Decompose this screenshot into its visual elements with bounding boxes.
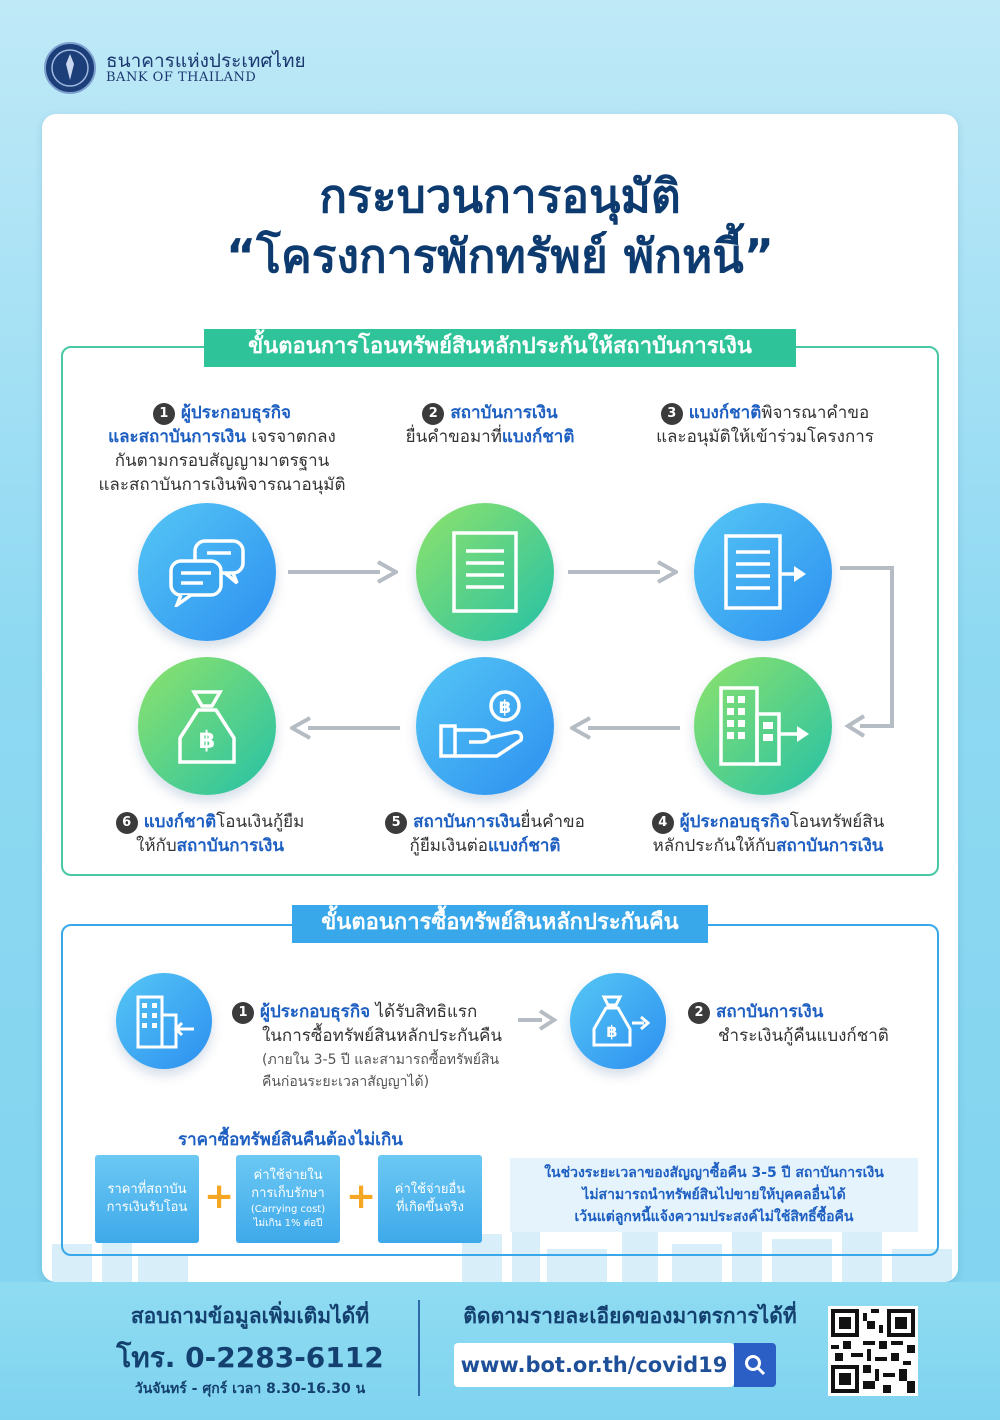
step-number: 1 [153,403,175,425]
org-name-th: ธนาคารแห่งประเทศไทย [106,50,306,72]
flow-arrow-right [288,560,398,584]
flow-arrow-right [518,1008,558,1032]
follow-heading: ติดตามรายละเอียดของมาตรการได้ที่ [463,1304,797,1328]
bot-logo [44,42,96,94]
qr-code-icon[interactable] [828,1306,918,1396]
step-1-text: 1 ผู้ประกอบธุรกิจ และสถาบันการเงิน เจรจาตกลง กันตามกรอบสัญญามาตรฐาน และสถาบันการเงินพิจารณาอนุมัติ [98,403,346,495]
price-box-other: ค่าใช้จ่ายอื่น ที่เกิดขึ้นจริง [378,1155,482,1243]
org-name-en: BANK OF THAILAND [106,70,257,85]
price-box-transfer: ราคาที่สถาบัน การเงินรับโอน [95,1155,199,1243]
building-arrow-icon [694,657,832,795]
money-bag-icon [138,657,276,795]
flow-arrow-left [570,716,680,740]
plus-sign: + [204,1176,235,1217]
search-icon[interactable] [734,1343,776,1387]
flow-arrow-right [568,560,678,584]
phone-number: โทร. 0-2283-6112 [116,1341,384,1374]
money-bag-arrow-icon [570,973,666,1069]
document-icon [416,503,554,641]
price-heading: ราคาซื้อทรัพย์สินคืนต้องไม่เกิน [178,1130,403,1150]
price-box-carrying: ค่าใช้จ่ายใน การเก็บรักษา (Carrying cost) ไม่เกิน 1% ต่อปี [236,1155,340,1243]
svg-text:฿: ฿ [606,1022,618,1041]
step-4-text: 4 ผู้ประกอบธุรกิจโอนทรัพย์สิน หลักประกันให้กับสถาบันการเงิน [652,812,885,856]
svg-text:฿: ฿ [198,726,216,754]
page-title-line1: กระบวนการอนุมัติ [319,169,681,223]
buyback-step-1-text: 1 ผู้ประกอบธุรกิจ ได้รับสิทธิแรก ในการซื้อทรัพย์สินหลักประกันคืน (ภายใน 3-5 ปี และสามารถซื้อทรัพย์สิน คืนก่อนระยะเวลาสัญญาได้) [232,1000,522,1092]
svg-text:฿: ฿ [498,697,512,718]
buyback-note: ในช่วงระยะเวลาของสัญญาซื้อคืน 3-5 ปี สถาบันการเงิน ไม่สามารถนำทรัพย์สินไปขายให้บุคคลอื่นได้ เว้นแต่ลูกหนี้แจ้งความประสงค์ไม่ใช้สิทธิ์ซื้อคืน [510,1158,918,1232]
flow-arrow-down-turn [836,562,906,742]
step-5-text: 5 สถาบันการเงินยื่นคำขอ กู้ยืมเงินต่อแบงก์ชาติ [350,810,620,858]
section-transfer-label: ขั้นตอนการโอนทรัพย์สินหลักประกันให้สถาบันการเงิน [204,329,796,367]
step-2-text: 2 สถาบันการเงิน ยื่นคำขอมาที่แบงก์ชาติ [405,403,575,447]
step-6-text: 6 แบงก์ชาติโอนเงินกู้ยืม ให้กับสถาบันการเงิน [90,810,330,858]
building-arrow-left-icon [116,973,212,1069]
contact-heading: สอบถามข้อมูลเพิ่มเติมได้ที่ [130,1304,370,1328]
page-title-line2: “โครงการพักทรัพย์ พักหนี้” [226,229,774,283]
flow-arrow-left [290,716,400,740]
footer-divider [418,1300,420,1396]
document-forward-icon [694,503,832,641]
office-hours: วันจันทร์ - ศุกร์ เวลา 8.30-16.30 น [134,1381,366,1397]
plus-sign: + [346,1176,377,1217]
hand-coin-icon [416,657,554,795]
buyback-step-2-text: 2 สถาบันการเงิน ชำระเงินกู้คืนแบงก์ชาติ [688,1000,918,1048]
chat-bubbles-icon [138,503,276,641]
url-field[interactable]: www.bot.or.th/covid19 [454,1343,734,1387]
step-3-text: 3 แบงก์ชาติพิจารณาคำขอ และอนุมัติให้เข้าร่วมโครงการ [656,403,874,447]
section-buyback-label: ขั้นตอนการซื้อทรัพย์สินหลักประกันคืน [292,905,708,943]
